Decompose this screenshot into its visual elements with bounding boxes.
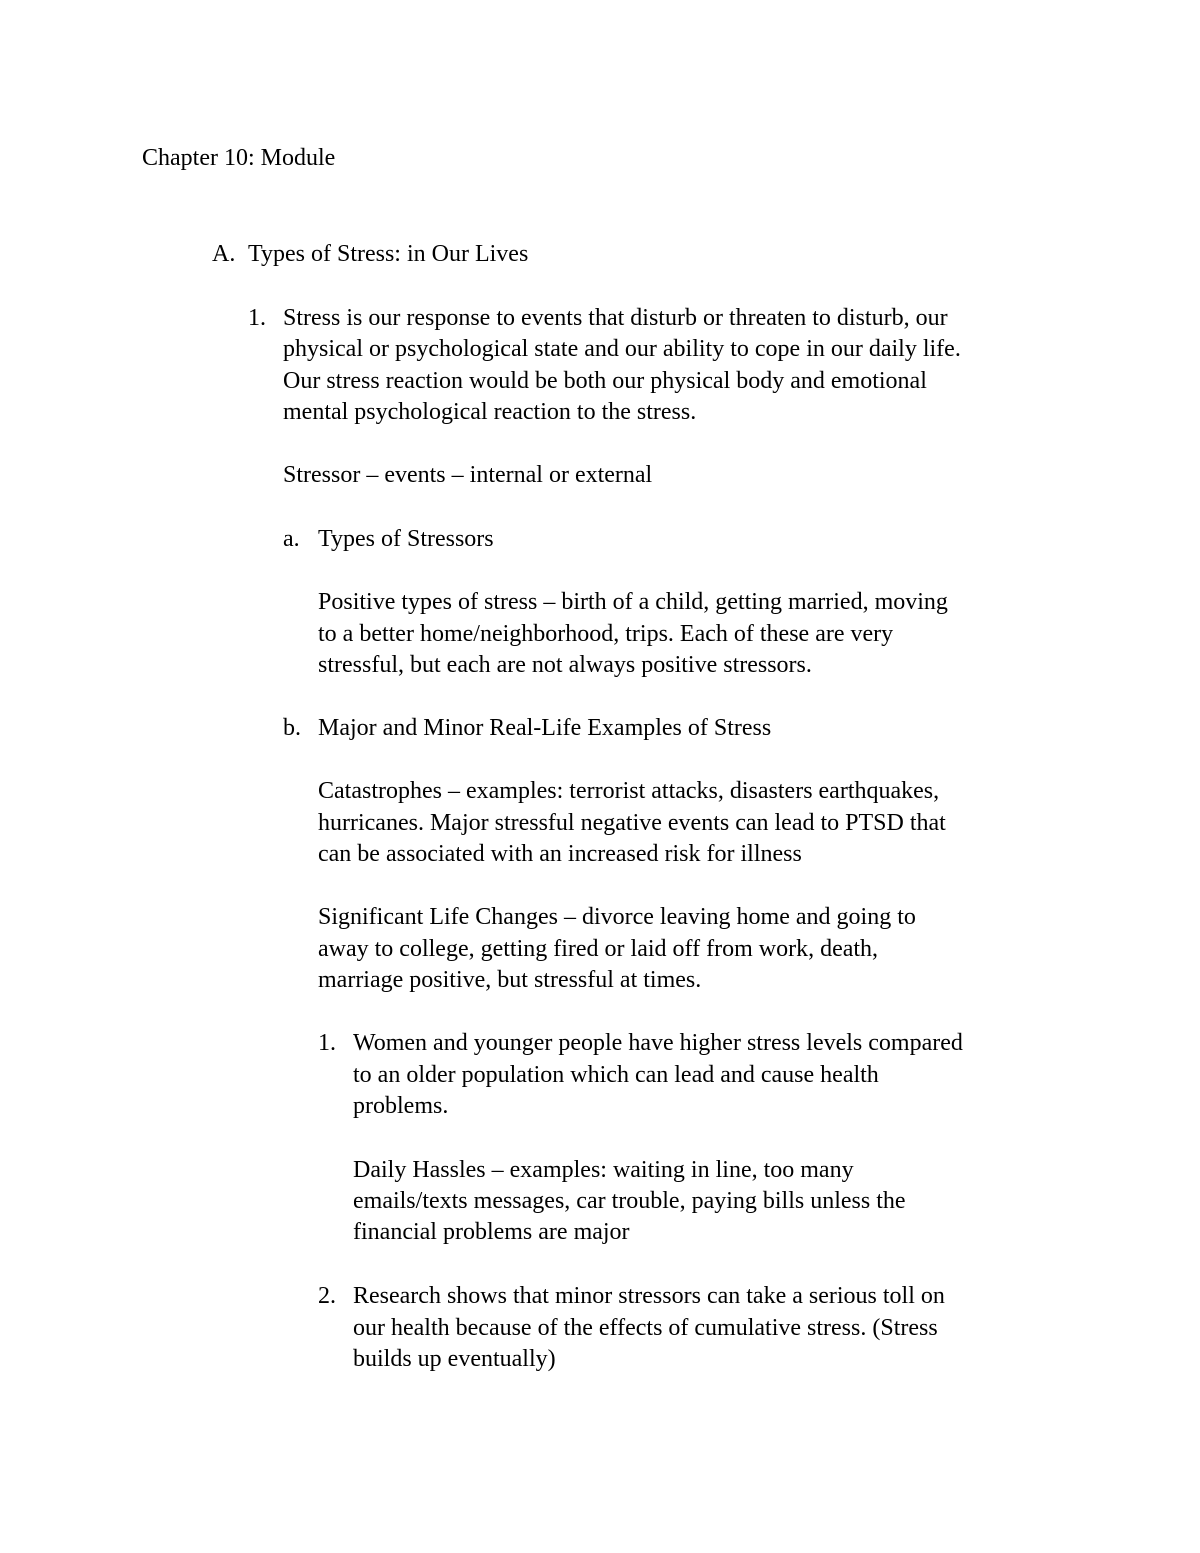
sub-1-line: to an older population which can lead and cause health (353, 1062, 879, 1088)
sub-1-line: Women and younger people have higher stress levels compared (353, 1030, 963, 1056)
stressor-definition: Stressor – events – internal or external (283, 462, 653, 488)
sub-1-marker: 1. (318, 1030, 336, 1056)
life-changes-line: marriage positive, but stressful at times. (318, 967, 702, 993)
catastrophes-line: Catastrophes – examples: terrorist attacks, disasters earthquakes, (318, 778, 940, 804)
daily-hassles-line: emails/texts messages, car trouble, paying bills unless the (353, 1188, 906, 1214)
positive-stress-line: stressful, but each are not always positive stressors. (318, 652, 812, 678)
item-b-heading: Major and Minor Real-Life Examples of Stress (318, 715, 772, 741)
section-a-marker: A. (212, 241, 236, 267)
sub-2-line: Research shows that minor stressors can take a serious toll on (353, 1283, 945, 1309)
catastrophes-line: hurricanes. Major stressful negative events can lead to PTSD that (318, 810, 946, 836)
life-changes-line: away to college, getting fired or laid off from work, death, (318, 936, 879, 962)
life-changes-line: Significant Life Changes – divorce leaving home and going to (318, 904, 916, 930)
item-a-heading: Types of Stressors (318, 526, 494, 552)
catastrophes-line: can be associated with an increased risk for illness (318, 841, 802, 867)
positive-stress-line: to a better home/neighborhood, trips. Each of these are very (318, 621, 894, 647)
document-title: Chapter 10: Module (142, 145, 336, 171)
item-b-marker: b. (283, 715, 301, 741)
item-1-line: Our stress reaction would be both our physical body and emotional (283, 368, 927, 394)
sub-2-marker: 2. (318, 1283, 336, 1309)
item-1-line: physical or psychological state and our ability to cope in our daily life. (283, 336, 961, 362)
daily-hassles-line: Daily Hassles – examples: waiting in line, too many (353, 1157, 854, 1183)
sub-1-line: problems. (353, 1093, 449, 1119)
positive-stress-line: Positive types of stress – birth of a child, getting married, moving (318, 589, 948, 615)
item-1-marker: 1. (248, 305, 266, 331)
sub-2-line: our health because of the effects of cumulative stress. (Stress (353, 1315, 938, 1341)
item-1-line: mental psychological reaction to the stress. (283, 399, 697, 425)
section-a-heading: Types of Stress: in Our Lives (248, 241, 529, 267)
item-1-line: Stress is our response to events that disturb or threaten to disturb, our (283, 305, 948, 331)
sub-2-line: builds up eventually) (353, 1346, 556, 1372)
daily-hassles-line: financial problems are major (353, 1219, 630, 1245)
item-a-marker: a. (283, 526, 300, 552)
